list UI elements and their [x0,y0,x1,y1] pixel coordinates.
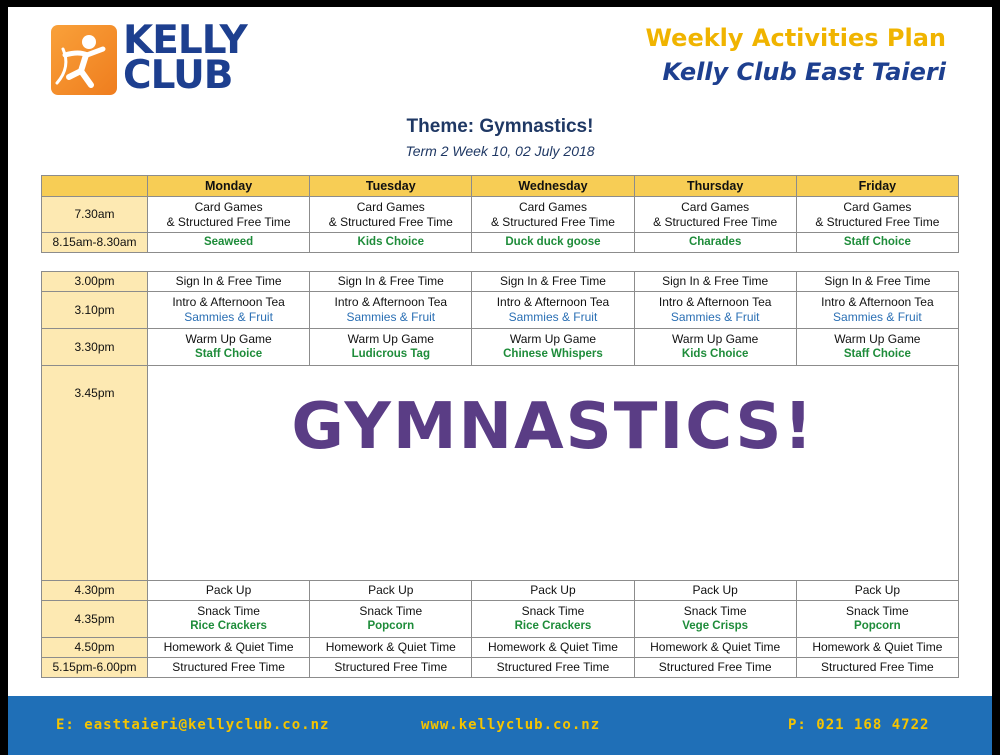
day-header-row [42,176,959,197]
morning-schedule-table [41,175,959,253]
activity-text: Snack Time [521,604,585,618]
activity-text: Card Games [356,199,425,214]
activity-cell: Homework & Quiet Time [634,638,796,658]
activity-cell: Structured Free Time [148,658,310,678]
activity-text: Intro & Afternoon Tea [496,295,610,309]
activity-cell: Structured Free Time [634,658,796,678]
schedule-row-430 [42,581,959,601]
activity-cell [796,292,958,329]
day-header-tuesday: Tuesday [310,176,472,197]
activity-cell: Pack Up [634,581,796,601]
game-text: Ludicrous Tag [351,348,430,360]
schedule-row-730 [42,197,959,233]
activity-cell [310,292,472,329]
day-header-monday: Monday [148,176,310,197]
activity-cell [634,292,796,329]
kelly-club-logo [51,18,247,98]
activity-text: & Structured Free Time [490,214,615,229]
activity-text: Snack Time [846,604,909,618]
activity-text: Snack Time [683,604,747,618]
activity-cell [472,601,634,638]
activity-cell: Pack Up [148,581,310,601]
snack-text: Popcorn [854,620,901,632]
footer-email[interactable]: E: easttaieri@kellyclub.co.nz [56,717,330,733]
logo-wordmark [123,18,247,98]
time-cell: 4.50pm [42,638,148,658]
time-cell: 4.35pm [42,601,148,638]
activity-cell [796,329,958,366]
activity-text: & Structured Free Time [166,214,291,229]
activity-cell [796,601,958,638]
activity-cell: Sign In & Free Time [472,272,634,292]
time-cell: 3.00pm [42,272,148,292]
activity-text: Warm Up Game [347,332,434,346]
activity-cell: Pack Up [310,581,472,601]
activity-text: Warm Up Game [672,332,759,346]
activity-cell [634,329,796,366]
activity-text: Card Games [194,199,263,214]
schedule-row-330 [42,329,959,366]
activity-cell [472,197,634,233]
activity-text: Intro & Afternoon Tea [172,295,285,309]
main-activity-cell [148,366,959,581]
activity-cell: Homework & Quiet Time [472,638,634,658]
activity-cell [310,601,472,638]
time-cell: 8.15am-8.30am [42,233,148,253]
time-cell: 7.30am [42,197,148,233]
logo-line-kelly: KELLY [123,18,247,63]
main-activity-text: GYMNASTICS! [291,390,815,464]
snack-text: Vege Crisps [682,620,749,632]
food-text: Sammies & Fruit [508,310,598,324]
game-text: Staff Choice [843,348,911,360]
activity-cell [472,292,634,329]
activity-cell [148,292,310,329]
activity-cell [796,197,958,233]
activity-text: Intro & Afternoon Tea [334,295,448,309]
activity-cell [634,601,796,638]
theme-title: Theme: Gymnastics! [406,116,594,137]
activity-cell: Homework & Quiet Time [148,638,310,658]
morning-game-cell: Seaweed [148,233,310,253]
time-cell: 4.30pm [42,581,148,601]
day-header-wednesday: Wednesday [472,176,634,197]
snack-text: Popcorn [367,620,415,632]
food-text: Sammies & Fruit [833,310,922,324]
schedule-row-345 [42,366,959,581]
day-header-thursday: Thursday [634,176,796,197]
activity-text: Warm Up Game [509,332,597,346]
activity-cell: Structured Free Time [310,658,472,678]
time-cell: 3.30pm [42,329,148,366]
activity-cell: Structured Free Time [796,658,958,678]
footer-phone: P: 021 168 4722 [788,717,930,733]
day-header-friday: Friday [796,176,958,197]
snack-text: Rice Crackers [190,620,267,632]
activity-text: Warm Up Game [185,332,272,346]
activity-text: Card Games [518,199,587,214]
contact-footer [8,696,992,755]
club-name: Kelly Club East Taieri [662,58,946,86]
logo-line-club: CLUB [123,53,233,98]
activity-text: Snack Time [359,604,423,618]
term-date: Term 2 Week 10, 02 July 2018 [405,143,595,159]
activity-text: & Structured Free Time [815,214,940,229]
game-text: Kids Choice [681,348,749,360]
activity-cell [634,197,796,233]
food-text: Sammies & Fruit [670,310,760,324]
food-text: Sammies & Fruit [184,310,273,324]
food-text: Sammies & Fruit [346,310,436,324]
footer-website[interactable]: www.kellyclub.co.nz [421,717,601,733]
activity-cell [310,329,472,366]
activity-cell [472,329,634,366]
activity-text: Snack Time [197,604,260,618]
logo-figure-icon [51,25,117,95]
activity-text: Warm Up Game [834,332,921,346]
morning-game-cell: Kids Choice [310,233,472,253]
morning-game-cell: Duck duck goose [472,233,634,253]
schedule-row-310 [42,292,959,329]
activity-text: Card Games [843,199,912,214]
game-text: Chinese Whispers [503,348,603,360]
activity-cell [148,329,310,366]
afternoon-schedule-table [41,271,959,678]
activity-cell [148,601,310,638]
activities-plan-page [8,7,992,755]
time-cell: 5.15pm-6.00pm [42,658,148,678]
morning-game-cell: Charades [634,233,796,253]
activity-cell: Sign In & Free Time [310,272,472,292]
activity-text: Card Games [681,199,750,214]
activity-cell [310,197,472,233]
time-cell: 3.45pm [42,366,148,581]
activity-cell: Pack Up [796,581,958,601]
snack-text: Rice Crackers [514,620,592,632]
activity-text: & Structured Free Time [328,214,453,229]
game-text: Staff Choice [195,348,263,360]
activity-text: & Structured Free Time [653,214,778,229]
activity-cell: Homework & Quiet Time [796,638,958,658]
schedule-row-815 [42,233,959,253]
activity-text: Intro & Afternoon Tea [658,295,772,309]
plan-title: Weekly Activities Plan [645,24,946,52]
activity-text: Intro & Afternoon Tea [821,295,934,309]
activity-cell: Sign In & Free Time [148,272,310,292]
schedule-row-435 [42,601,959,638]
activity-cell: Sign In & Free Time [796,272,958,292]
schedule-row-515 [42,658,959,678]
time-cell: 3.10pm [42,292,148,329]
activity-cell: Sign In & Free Time [634,272,796,292]
activity-cell [148,197,310,233]
activity-cell: Homework & Quiet Time [310,638,472,658]
schedule-row-450 [42,638,959,658]
activity-cell: Pack Up [472,581,634,601]
header-corner-cell [42,176,148,197]
morning-game-cell: Staff Choice [796,233,958,253]
activity-cell: Structured Free Time [472,658,634,678]
schedule-row-300 [42,272,959,292]
